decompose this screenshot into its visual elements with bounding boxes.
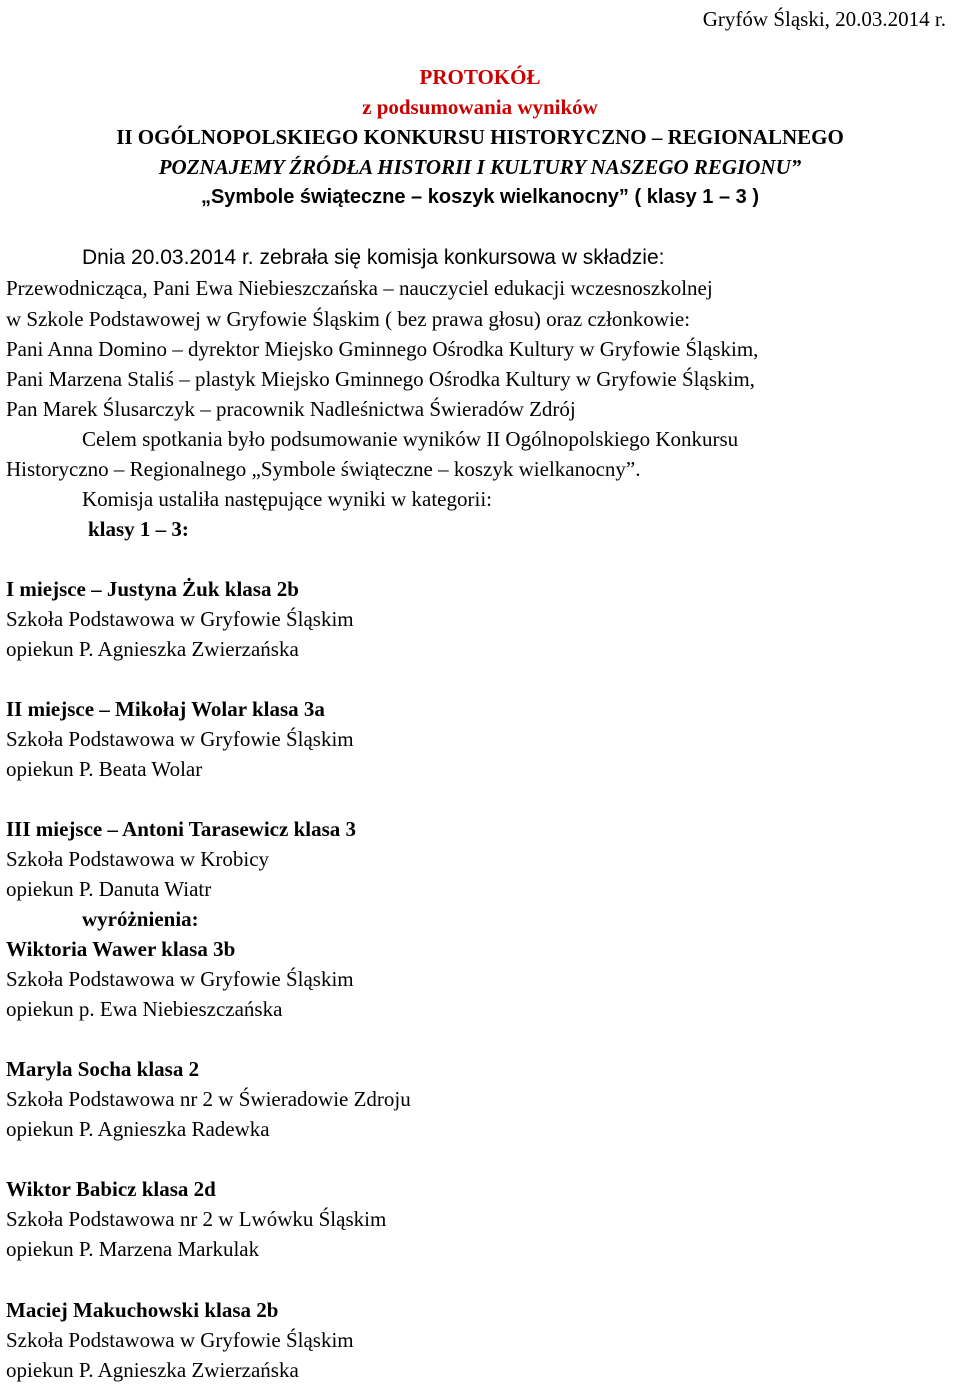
intro-line-6: Pan Marek Ślusarczyk – pracownik Nadleśnictwa Świeradów Zdrój <box>6 397 576 421</box>
result-3-place: III miejsce – Antoni Tarasewicz klasa 3 <box>6 817 357 841</box>
result-1-school: Szkoła Podstawowa w Gryfowie Śląskim <box>6 607 354 631</box>
intro-line-2: Przewodnicząca, Pani Ewa Niebieszczańska – nauczyciel edukacji wczesnoszkolnej <box>6 276 713 300</box>
distinction-3-school: Szkoła Podstawowa nr 2 w Lwówku Śląskim <box>6 1207 387 1231</box>
distinction-2-school: Szkoła Podstawowa nr 2 w Świeradowie Zdroju <box>6 1087 411 1111</box>
distinctions-label: wyróżnienia: <box>82 907 199 931</box>
distinction-4-name: Maciej Makuchowski klasa 2b <box>6 1298 279 1322</box>
distinction-4-tutor: opiekun P. Agnieszka Zwierzańska <box>6 1358 299 1382</box>
distinction-3-name: Wiktor Babicz klasa 2d <box>6 1177 216 1201</box>
title-contest-motto: POZNAJEMY ŹRÓDŁA HISTORII I KULTURY NASZEGO REGIONU” <box>158 155 802 179</box>
intro-line-4: Pani Anna Domino – dyrektor Miejsko Gminnego Ośrodka Kultury w Gryfowie Śląskim, <box>6 337 759 361</box>
result-3-tutor: opiekun P. Danuta Wiatr <box>6 877 212 901</box>
result-2-place: II miejsce – Mikołaj Wolar klasa 3a <box>6 697 325 721</box>
intro-line-7: Celem spotkania było podsumowanie wyników II Ogólnopolskiego Konkursu <box>82 427 739 451</box>
result-3-school: Szkoła Podstawowa w Krobicy <box>6 847 270 871</box>
intro-line-1: Dnia 20.03.2014 r. zebrała się komisja konkursowa w składzie: <box>82 246 665 269</box>
distinction-1-school: Szkoła Podstawowa w Gryfowie Śląskim <box>6 967 354 991</box>
distinction-4-school: Szkoła Podstawowa w Gryfowie Śląskim <box>6 1328 354 1352</box>
title-subtitle: z podsumowania wyników <box>362 95 598 119</box>
intro-line-3: w Szkole Podstawowej w Gryfowie Śląskim ( bez prawa głosu) oraz członkowie: <box>6 307 691 331</box>
result-2-school: Szkoła Podstawowa w Gryfowie Śląskim <box>6 727 354 751</box>
category-label: klasy 1 – 3: <box>88 517 189 541</box>
place-date: Gryfów Śląski, 20.03.2014 r. <box>702 7 946 31</box>
distinction-1-name: Wiktoria Wawer klasa 3b <box>6 937 236 961</box>
intro-line-9: Komisja ustaliła następujące wyniki w kategorii: <box>82 487 492 511</box>
document-title: PROTOKÓŁ <box>419 65 541 89</box>
distinction-1-tutor: opiekun p. Ewa Niebieszczańska <box>6 997 283 1021</box>
intro-line-8: Historyczno – Regionalnego „Symbole świąteczne – koszyk wielkanocny”. <box>6 457 641 481</box>
intro-line-5: Pani Marzena Staliś – plastyk Miejsko Gminnego Ośrodka Kultury w Gryfowie Śląskim, <box>6 367 755 391</box>
title-contest-theme: „Symbole świąteczne – koszyk wielkanocny” ( klasy 1 – 3 ) <box>200 186 760 208</box>
result-1-tutor: opiekun P. Agnieszka Zwierzańska <box>6 637 299 661</box>
distinction-2-tutor: opiekun P. Agnieszka Radewka <box>6 1117 270 1141</box>
distinction-3-tutor: opiekun P. Marzena Markulak <box>6 1237 260 1261</box>
title-contest-name: II OGÓLNOPOLSKIEGO KONKURSU HISTORYCZNO – REGIONALNEGO <box>116 125 844 149</box>
result-2-tutor: opiekun P. Beata Wolar <box>6 757 203 781</box>
result-1-place: I miejsce – Justyna Żuk klasa 2b <box>6 577 299 601</box>
distinction-2-name: Maryla Socha klasa 2 <box>6 1057 200 1081</box>
